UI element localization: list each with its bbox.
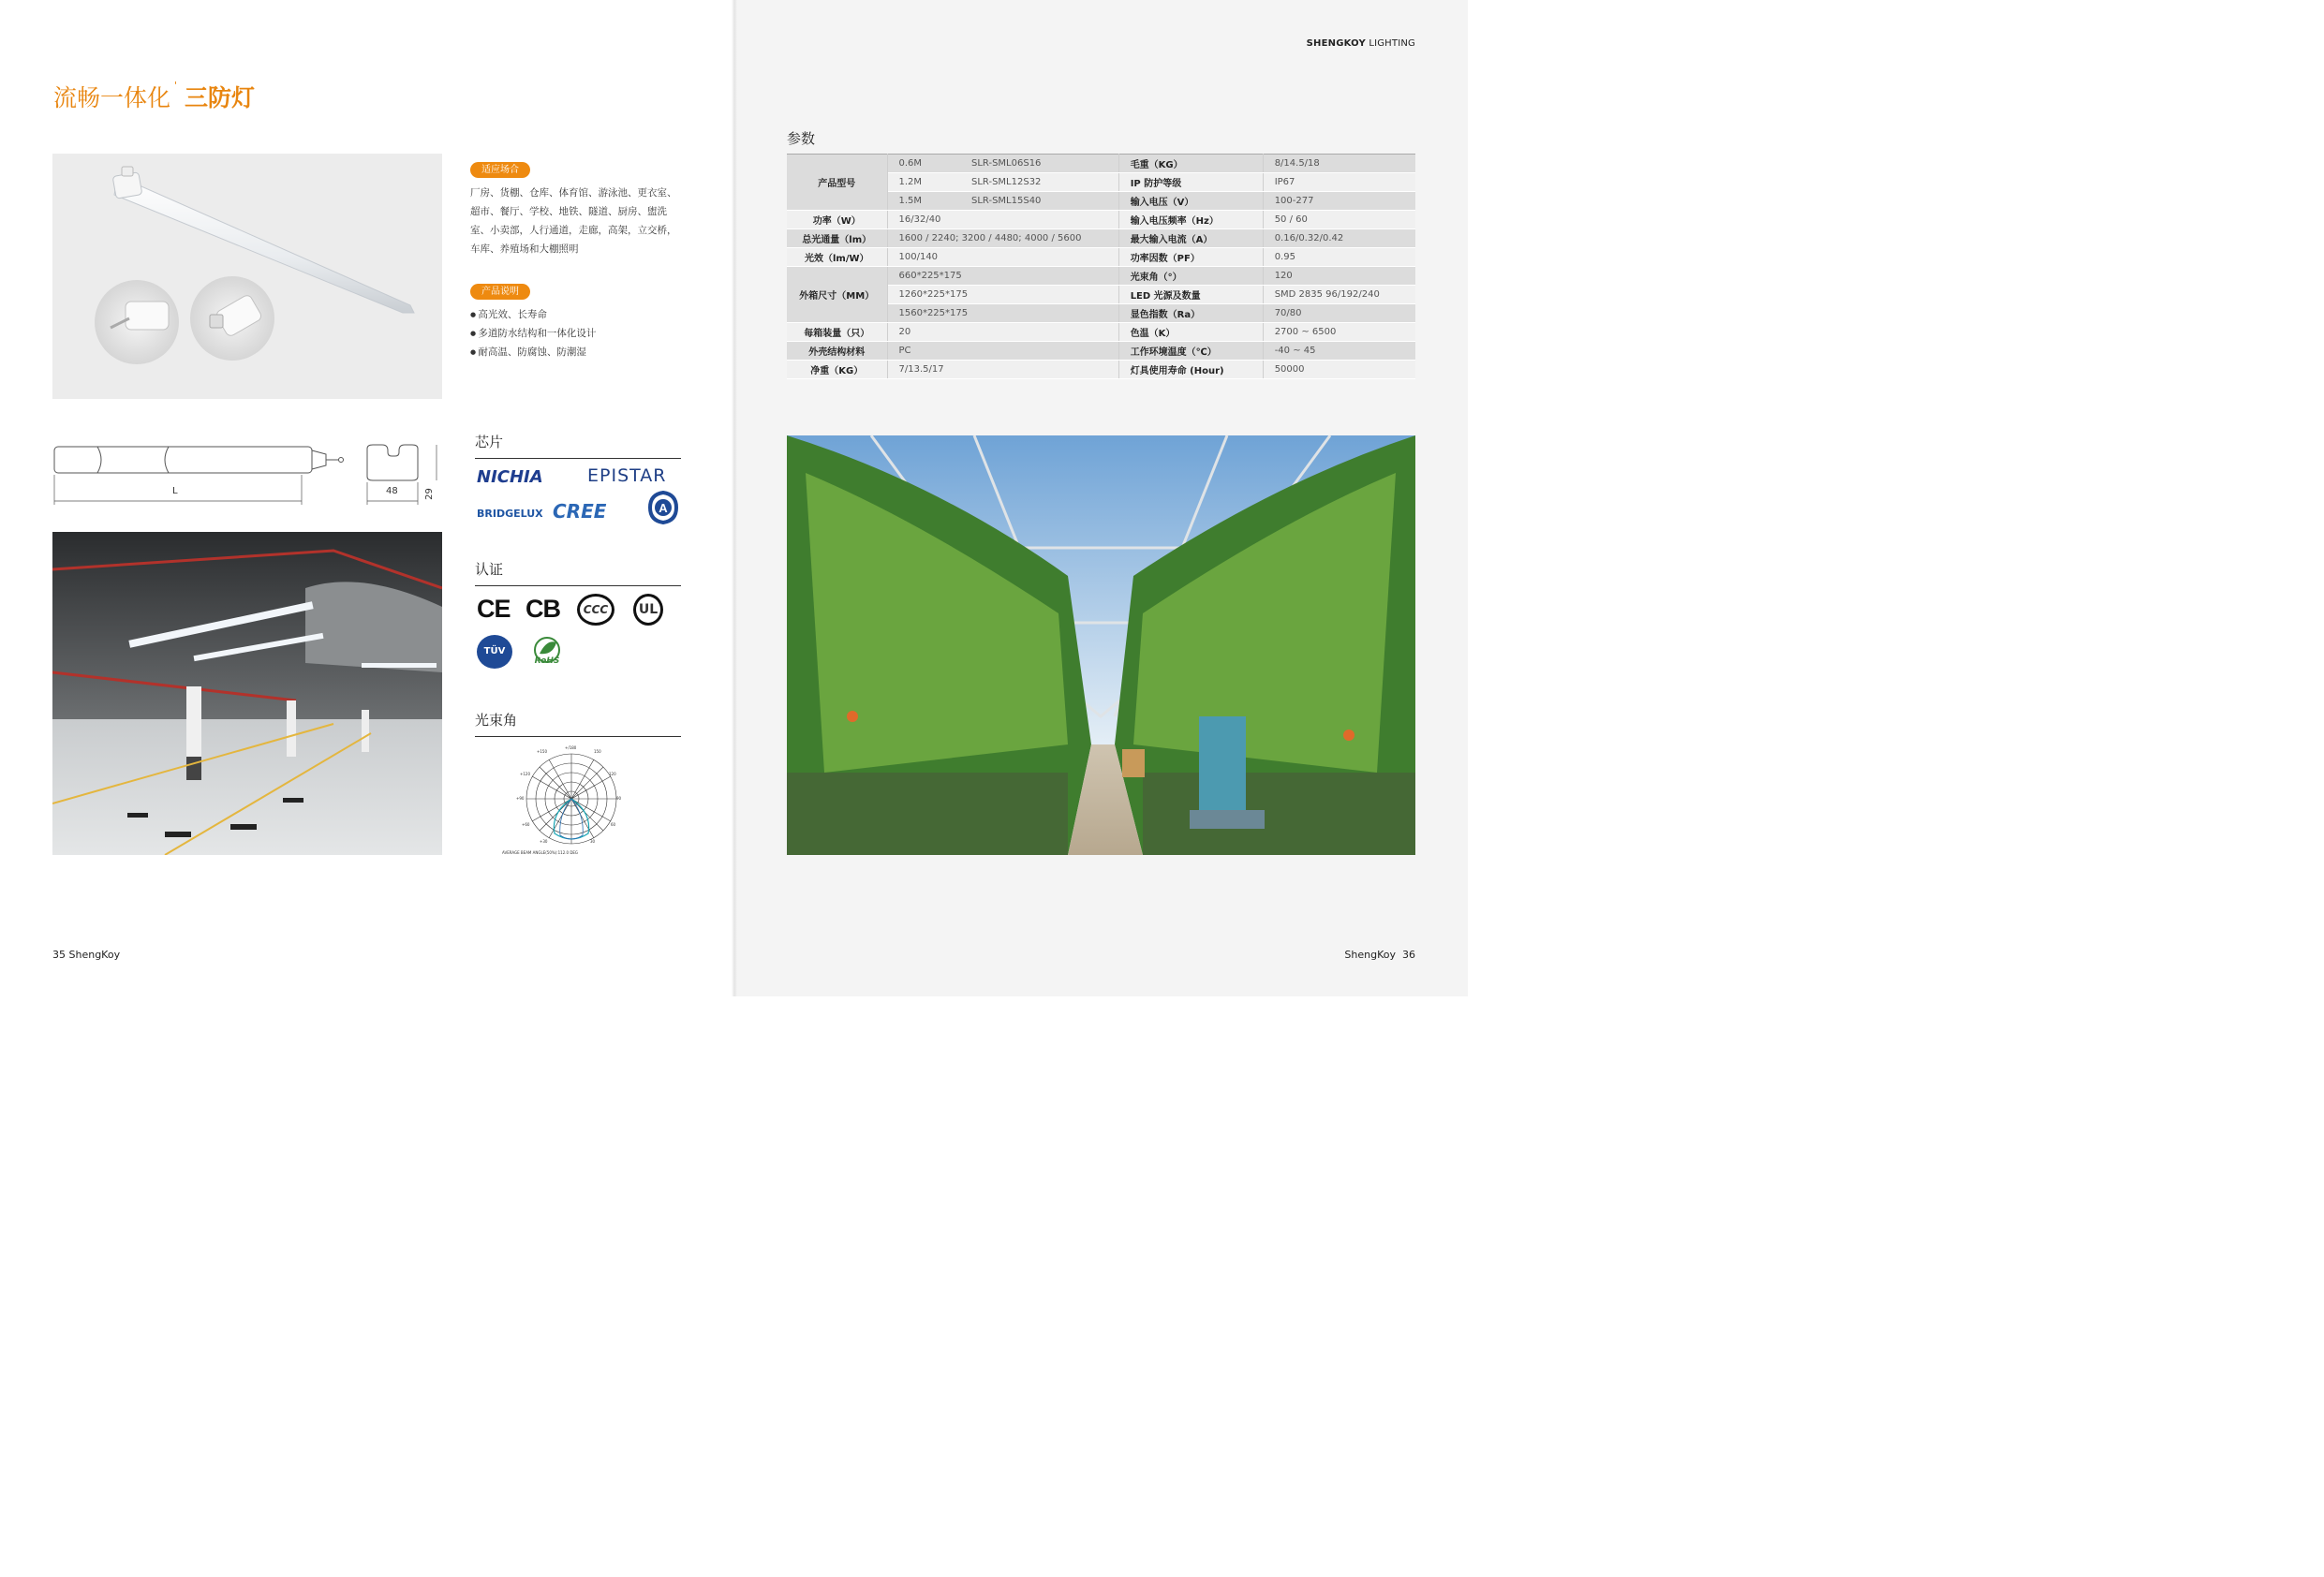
spec-label: 功率因数（PF）: [1118, 248, 1263, 267]
spec-value: 70/80: [1263, 304, 1415, 323]
table-row: [787, 155, 1415, 173]
spec-value: 50 / 60: [1263, 211, 1415, 229]
dimension-drawing: [52, 435, 446, 510]
polar-beam-diagram: [502, 745, 646, 858]
feature-item: ● 多道防水结构和一体化设计: [470, 324, 596, 343]
table-row: [787, 267, 1415, 286]
bridgelux-logo: BRIDGELUX: [477, 508, 543, 520]
spec-label: 产品型号: [787, 155, 887, 211]
spec-label: IP 防护等级: [1118, 173, 1263, 192]
spec-value: 100/140: [887, 248, 1118, 267]
footer-brand: ShengKoy: [68, 949, 121, 961]
spec-label: 毛重（KG）: [1118, 155, 1263, 173]
spec-value: 1560*225*175: [887, 304, 1118, 323]
table-row: [787, 361, 1415, 379]
product-image: [52, 154, 442, 399]
table-row: [787, 211, 1415, 229]
angle-label: 150: [594, 749, 601, 754]
angle-label: 120: [609, 772, 616, 776]
page-number: 36: [1402, 949, 1415, 961]
angle-label: +30: [540, 839, 548, 844]
ce-mark: CE: [477, 595, 511, 623]
spec-label: 每箱装量（只）: [787, 323, 887, 342]
spec-label: 灯具使用寿命 (Hour): [1118, 361, 1263, 379]
angle-label: +90: [516, 796, 525, 801]
applications-text: 厂房、货棚、仓库、体育馆、游泳池、更衣室、超市、餐厅、学校、地铁、隧道、厨房、盥洗室、小卖部，人行通道，走廊，高架，立交桥，车库、养殖场和大棚照明: [470, 187, 677, 255]
title-separator: ': [174, 80, 178, 92]
left-footer: [52, 949, 120, 961]
spec-value: 100-277: [1263, 192, 1415, 211]
parking-garage-photo: [52, 532, 442, 855]
angle-label: 60: [611, 822, 616, 827]
table-row: [787, 323, 1415, 342]
feature-list: [470, 305, 596, 361]
spec-label: 外壳结构材料: [787, 342, 887, 361]
description-tag: 产品说明: [470, 284, 530, 300]
spec-value: 1.2M: [887, 173, 960, 192]
title-main: 流畅一体化: [53, 84, 171, 111]
spec-value: 2700 ~ 6500: [1263, 323, 1415, 342]
chips-heading: 芯片: [475, 432, 681, 459]
footer-brand: ShengKoy: [1344, 949, 1396, 961]
book-spine: [732, 0, 737, 996]
spec-label: 光效（lm/W）: [787, 248, 887, 267]
rohs-mark: [530, 635, 564, 669]
title-product: 三防灯: [185, 84, 256, 111]
spec-value: 0.16/0.32/0.42: [1263, 229, 1415, 248]
spec-label: 功率（W）: [787, 211, 887, 229]
svg-text:A: A: [659, 501, 668, 515]
beam-heading: 光束角: [475, 710, 681, 737]
spec-label: 光束角（°）: [1118, 267, 1263, 286]
table-row: [787, 342, 1415, 361]
table-row: [787, 229, 1415, 248]
cb-mark: CB: [525, 595, 560, 623]
spec-value: 20: [887, 323, 1118, 342]
tuv-mark: TÜV: [477, 635, 512, 669]
angle-label: +120: [520, 772, 530, 776]
spec-value: 7/13.5/17: [887, 361, 1118, 379]
spec-label: 显色指数（Ra）: [1118, 304, 1263, 323]
spec-value: SLR-SML12S32: [960, 173, 1118, 192]
spec-value: PC: [887, 342, 1118, 361]
spec-label: LED 光源及数量: [1118, 286, 1263, 304]
height-label: 29: [423, 488, 435, 500]
length-label: L: [172, 486, 178, 496]
polar-grid: [506, 747, 646, 858]
spec-value: 1.5M: [887, 192, 960, 211]
applications-tag: 适应场合: [470, 162, 530, 178]
spec-label: 最大输入电流（A）: [1118, 229, 1263, 248]
spec-value: 8/14.5/18: [1263, 155, 1415, 173]
spec-label: 输入电压（V）: [1118, 192, 1263, 211]
spec-value: IP67: [1263, 173, 1415, 192]
spec-value: 50000: [1263, 361, 1415, 379]
table-row: [787, 248, 1415, 267]
spec-value: -40 ~ 45: [1263, 342, 1415, 361]
params-title: 参数: [787, 130, 816, 147]
cree-logo: CREE: [553, 500, 607, 523]
greenhouse-photo: [787, 435, 1415, 855]
spec-label: 输入电压频率（Hz）: [1118, 211, 1263, 229]
tri-proof-light-illustration: [52, 154, 442, 399]
spec-value: 0.6M: [887, 155, 960, 173]
page-title: [53, 80, 255, 113]
ccc-mark: CCC: [577, 594, 614, 626]
spec-label: 总光通量（lm）: [787, 229, 887, 248]
spec-table: [787, 154, 1415, 379]
ul-mark: UL: [633, 594, 663, 626]
spec-value: 660*225*175: [887, 267, 1118, 286]
spec-value: SLR-SML15S40: [960, 192, 1118, 211]
epistar-logo: EPISTAR: [587, 465, 667, 486]
spec-label: 净重（KG）: [787, 361, 887, 379]
spec-value: SMD 2835 96/192/240: [1263, 286, 1415, 304]
rohs-label: RoHS: [534, 656, 560, 666]
certs-heading: 认证: [475, 559, 681, 586]
feature-item: ● 高光效、长寿命: [470, 305, 596, 324]
spec-value: 0.95: [1263, 248, 1415, 267]
a-chip-logo-icon: [648, 491, 678, 524]
angle-label: 30: [590, 839, 596, 844]
angle-label: +60: [522, 822, 530, 827]
spec-label: 色温（K）: [1118, 323, 1263, 342]
width-label: 48: [386, 486, 398, 496]
header-brand: [1307, 38, 1415, 49]
spec-value: 120: [1263, 267, 1415, 286]
spec-value: 16/32/40: [887, 211, 1118, 229]
spec-value: 1600 / 2240; 3200 / 4480; 4000 / 5600: [887, 229, 1118, 248]
feature-item: ● 耐高温、防腐蚀、防潮湿: [470, 343, 596, 361]
page-number: 35: [52, 949, 66, 961]
spec-value: 1260*225*175: [887, 286, 1118, 304]
brand-bold: SHENGKOY: [1306, 38, 1366, 49]
beam-angle-footer: AVERAGE BEAM ANGLE(50%):112.0 DEG: [502, 850, 579, 855]
spec-label: 外箱尺寸（MM）: [787, 267, 887, 323]
spec-value: SLR-SML06S16: [960, 155, 1118, 173]
angle-label: +150: [537, 749, 547, 754]
angle-label: 90: [616, 796, 622, 801]
spec-label: 工作环境温度（℃）: [1118, 342, 1263, 361]
brand-light: LIGHTING: [1369, 38, 1415, 49]
angle-label: +/180: [565, 745, 577, 750]
right-footer: [1344, 949, 1415, 961]
nichia-logo: NICHIA: [477, 467, 543, 487]
